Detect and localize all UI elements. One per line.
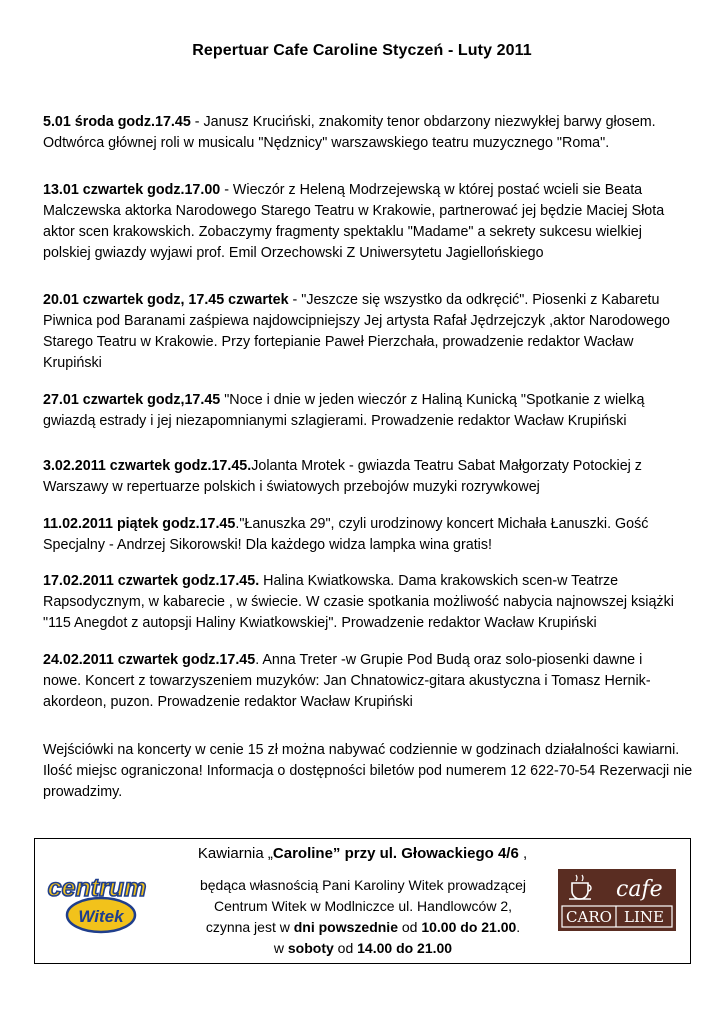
cafe-info-box — [34, 838, 691, 964]
event-entry — [43, 650, 683, 713]
logo-caro-text: CARO — [566, 908, 612, 926]
logo-centrum-text: centrum — [47, 874, 147, 902]
event-description: Jolanta Mrotek - gwiazda Teatru Sabat Małgorzaty Potockiej z Warszawy w repertuarze polskich i światowych przebojów muzyki rozrywkowej — [43, 458, 642, 495]
event-date: 5.01 środa godz.17.45 — [43, 114, 191, 130]
event-entry — [43, 290, 683, 374]
logo-cafe-text: cafe — [616, 877, 663, 902]
event-entry — [43, 571, 683, 634]
saturday-prefix: w — [273, 940, 288, 956]
event-description: ."Łanuszka 29", czyli urodzinowy koncert Michała Łanuszki. Gość Specjalny - Andrzej Sikorowski! Dla każdego widza lampka wina gratis! — [43, 516, 649, 553]
event-entry — [43, 112, 683, 154]
event-date: 17.02.2011 czwartek godz.17.45. — [43, 573, 260, 589]
event-description: "Noce i dnie w jeden wieczór z Haliną Kunicką "Spotkanie z wielką gwiazdą estrady i jej niezapomnianymi szlagierami. Prowadzenie redaktor Wacław Krupiński — [43, 392, 645, 429]
event-date: 3.02.2011 czwartek godz.17.45. — [43, 458, 252, 474]
event-description: - Wieczór z Heleną Modrzejewską w której postać wcieli sie Beata Malczewska aktorka Narodowego Starego Teatru w Krakowie, partnerować jej będzie Maciej Słota aktor scen krakowskich. Zobaczymy fragmenty spektaklu "Madame" a sekrety sukcesu wielkiej polskiej gwiazdy wyjawi prof. Emil Orzechowski Z Uniwersytetu Jagiellońskiego — [43, 182, 665, 261]
cafe-heading-prefix: Kawiarnia „ — [197, 845, 273, 862]
saturday-time: 14.00 do 21.00 — [357, 940, 453, 956]
logo-witek-text: Witek — [78, 907, 124, 926]
event-description: . Anna Treter -w Grupie Pod Budą oraz solo-piosenki dawne i nowe. Koncert z towarzyszeniem muzyków: Jan Chnatowicz-gitara akustyczna i Tomasz Hernik-akordeon, puzon. Prowadzenie redaktor Wacław Krupiński — [43, 652, 651, 710]
event-date: 20.01 czwartek godz, 17.45 czwartek — [43, 292, 289, 308]
event-entry — [43, 514, 683, 556]
event-description: - Janusz Kruciński, znakomity tenor obdarzony niezwykłej barwy głosem. Odtwórca głównej roli w musicalu "Nędznicy" warszawskiego teatru muzycznego "Roma". — [43, 114, 656, 151]
cafe-heading-address: Caroline” przy ul. Głowackiego 4/6 — [272, 845, 519, 862]
saturday-label: soboty — [287, 940, 334, 956]
event-date: 13.01 czwartek godz.17.00 — [43, 182, 221, 198]
saturday-from: od — [333, 940, 358, 956]
page-title: Repertuar Cafe Caroline Styczeń - Luty 2011 — [192, 42, 532, 59]
weekday-end: . — [516, 919, 521, 935]
owner-line: będąca własnością Pani Karoliny Witek prowadzącej — [199, 877, 527, 893]
event-date: 24.02.2011 czwartek godz.17.45 — [43, 652, 256, 668]
weekday-from: od — [397, 919, 422, 935]
event-description: - "Jeszcze się wszystko da odkręcić". Piosenki z Kabaretu Piwnica pod Baranami zaśpiewa najdowcipniejszy Jej artysta Rafał Jędrzejczyk ,aktor Narodowego Starego Teatru w Krakowie. Przy fortepianie Paweł Pierzchała, prowadzenie redaktor Wacław Krupiński — [43, 292, 670, 371]
event-description: Halina Kwiatkowska. Dama krakowskich scen-w Teatrze Rapsodycznym, w kabarecie , w świecie. W czasie spotkania możliwość nabycia najnowszej książki "115 Anegdot z autopsji Haliny Kwiatkowskiej". Prowadzenie redaktor Wacław Krupiński — [43, 573, 674, 631]
cafe-details — [161, 875, 565, 959]
event-entry — [43, 180, 683, 264]
address-line: Centrum Witek w Modlniczce ul. Handlowców 2, — [214, 898, 512, 914]
event-entry — [43, 456, 683, 498]
logo-line-text: LINE — [624, 908, 664, 926]
weekday-label: dni powszednie — [293, 919, 398, 935]
weekday-prefix: czynna jest w — [205, 919, 294, 935]
event-date: 11.02.2011 piątek godz.17.45 — [43, 516, 236, 532]
weekday-time: 10.00 do 21.00 — [421, 919, 517, 935]
centrum-witek-logo — [43, 871, 151, 935]
weekday-hours — [161, 917, 565, 938]
ticket-notice: Wejściówki na koncerty w cenie 15 zł można nabywać codziennie w godzinach działalności kawiarni. Ilość miejsc ograniczona! Informacja o dostępności biletów pod numerem 12 622-70-54 Rezerwacji nie prowadzimy. — [43, 742, 693, 800]
cafe-heading — [35, 845, 690, 862]
cafe-heading-suffix: , — [518, 845, 528, 862]
event-entry — [43, 390, 683, 432]
saturday-hours — [161, 938, 565, 959]
event-date: 27.01 czwartek godz,17.45 — [43, 392, 221, 408]
cafe-caroline-logo — [558, 869, 676, 931]
